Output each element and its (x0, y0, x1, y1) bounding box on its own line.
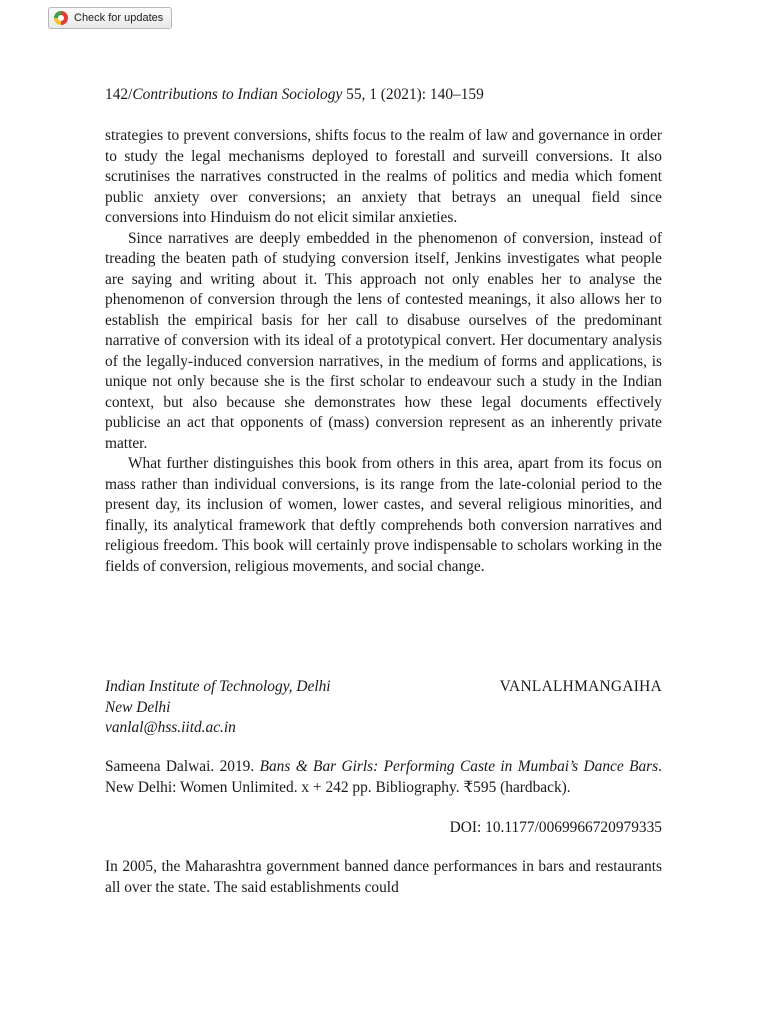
affiliation-institute: Indian Institute of Technology, Delhi (105, 678, 331, 695)
review-doi[interactable]: DOI: 10.1177/0069966720979335 (449, 819, 662, 836)
journal-citation: 55, 1 (2021): 140–159 (342, 86, 484, 103)
paragraph-2: Since narratives are deeply embedded in the phenomenon of conversion, instead of treading the beaten path of studying conversion itself, Jenkins investigates what people are saying and writing about it. This approach not only enables her to analyse the phenomenon of conversion through the lens of contested meanings, it also allows her to establish the empirical basis for her call to disabuse ourselves of the predominant narrative of conversion with its ideal of a prototypical convert. Her documentary analysis of the legally-induced conversion narratives, in the medium of forms and applications, is unique not only because she is the first scholar to endeavour such a study in the Indian context, but also because she demonstrates how these legal documents effectively publicise an act that opponents of (mass) conversion represent as an inherently private matter. (105, 229, 662, 452)
affiliation-email[interactable]: vanlal@hss.iitd.ac.in (105, 719, 236, 736)
review-paragraph-1: In 2005, the Maharashtra government banned dance performances in bars and restaurants all over the state. The said establishments could (105, 858, 662, 896)
running-head (105, 86, 665, 104)
review-citation (105, 757, 662, 798)
page-number: 142 (105, 86, 129, 103)
check-for-updates-button[interactable] (48, 7, 172, 29)
paragraph-1: strategies to prevent conversions, shifts focus to the realm of law and governance in order to study the legal mechanisms deployed to forestall and surveill conversions. It also scrutinises the narratives constructed in the realms of politics and media which foment public anxiety over conversions; an anxiety that betrays an unequal field since conversions into Hinduism do not elicit similar anxieties. (105, 127, 662, 226)
main-text (105, 126, 662, 577)
review-text (105, 857, 662, 898)
check-for-updates-label: Check for updates (74, 12, 164, 24)
journal-title: Contributions to Indian Sociology (132, 86, 343, 103)
running-head-separator: / (128, 86, 133, 103)
paragraph-3: What further distinguishes this book from others in this area, apart from its focus on mass rather than individual conversions, is its range from the late-colonial period to the present day, its inclusion of women, lower castes, and several religious minorities, and finally, its analytical framework that deftly comprehends both conversion narratives and religious freedom. This book will certainly prove indispensable to scholars working in the fields of conversion, religious movements, and social change. (105, 455, 662, 575)
review-book-title: Bans & Bar Girls: Performing Caste in Mumbai’s Dance Bars (259, 758, 659, 775)
reviewer-name: VANLALHMANGAIHA (499, 678, 662, 695)
affiliation-city: New Delhi (105, 698, 171, 716)
review-author-year: Sameena Dalwai. 2019. (105, 758, 260, 775)
crossmark-icon (54, 11, 68, 25)
reviewer-affiliation (105, 677, 662, 739)
review-publication: . New Delhi: Women Unlimited. x + 242 pp. Bibliography. ₹595 (hardback). (105, 758, 663, 796)
